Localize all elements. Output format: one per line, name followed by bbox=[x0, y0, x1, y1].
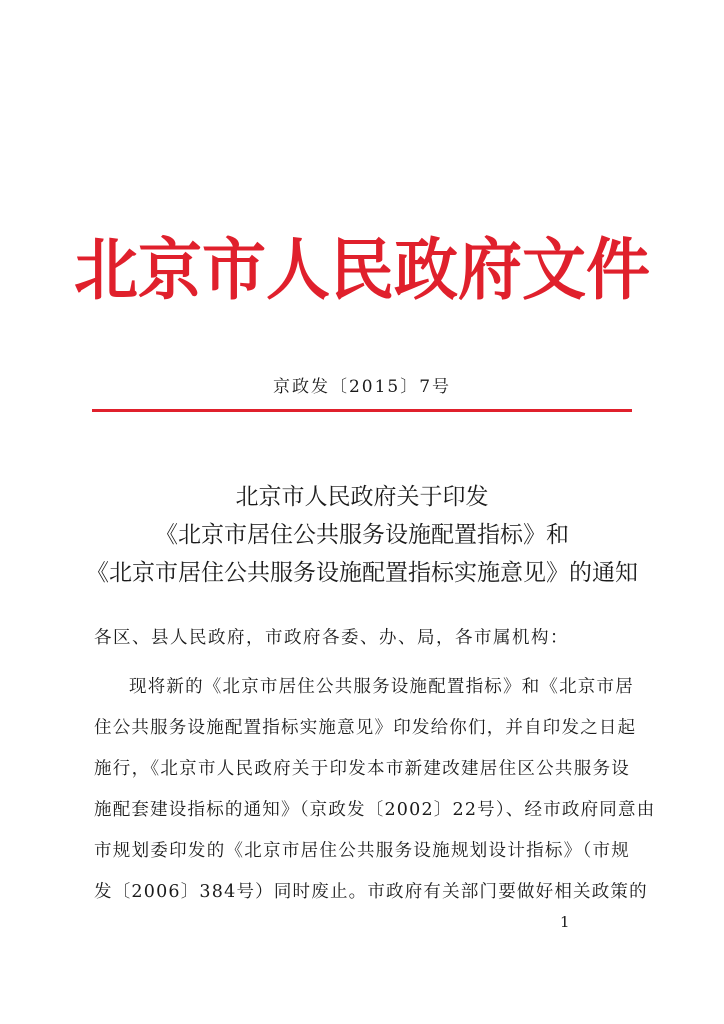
salutation: 各区、县人民政府，市政府各委、办、局，各市属机构： bbox=[94, 628, 569, 648]
masthead-title: 北京市人民政府文件 bbox=[74, 232, 650, 310]
body-line: 发〔2006〕384号）同时废止。市政府有关部门要做好相关政策的 bbox=[94, 882, 648, 902]
page-number: 1 bbox=[560, 913, 570, 931]
title-line: 《北京市居住公共服务设施配置指标实施意见》的通知 bbox=[86, 560, 638, 586]
title-line: 《北京市居住公共服务设施配置指标》和 bbox=[155, 522, 569, 548]
document-number: 京政发〔2015〕7号 bbox=[272, 377, 452, 397]
body-text bbox=[94, 667, 656, 913]
body-line: 现将新的《北京市居住公共服务设施配置指标》和《北京市居 bbox=[129, 677, 634, 697]
body-line: 施配套建设指标的通知》（京政发〔2002〕22号）、经市政府同意由 bbox=[94, 800, 656, 820]
body-line: 市规划委印发的《北京市居住公共服务设施规划设计指标》（市规 bbox=[94, 841, 630, 861]
red-separator-rule bbox=[92, 409, 632, 412]
body-line: 住公共服务设施配置指标实施意见》印发给你们，并自印发之日起 bbox=[94, 718, 637, 738]
notice-title bbox=[0, 478, 724, 592]
body-line: 施行，《北京市人民政府关于印发本市新建改建居住区公共服务设 bbox=[94, 759, 630, 779]
title-line: 北京市人民政府关于印发 bbox=[235, 484, 489, 510]
